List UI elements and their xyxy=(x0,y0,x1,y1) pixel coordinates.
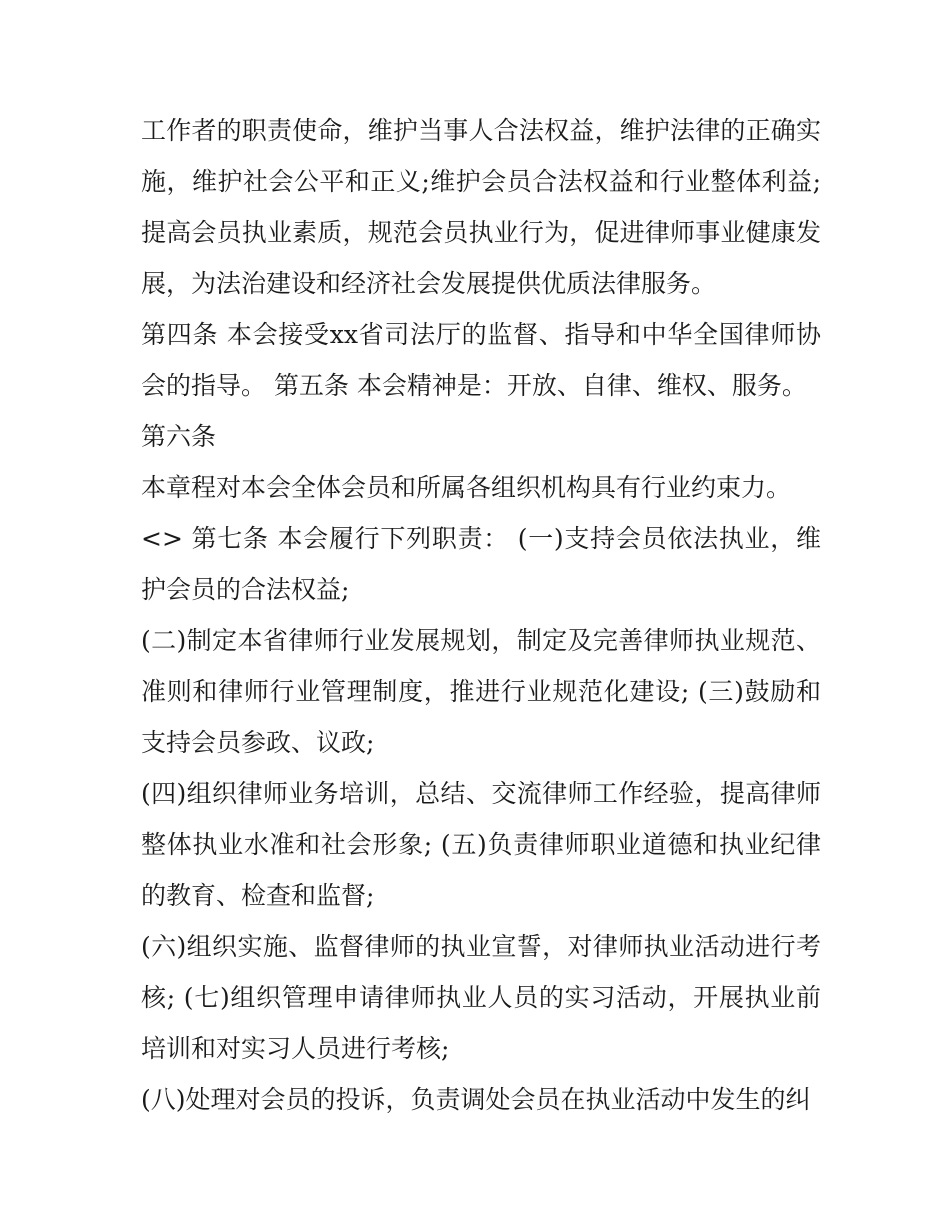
document-body xyxy=(141,105,821,1125)
paragraph-duties-intro: 工作者的职责使命，维护当事人合法权益，维护法律的正确实施，维护社会公平和正义;维护会员合法权益和行业整体利益;提高会员执业素质，规范会员执业行为，促进律师事业健康发展，为法治建设和经济社会发展提供优质法律服务。 xyxy=(141,116,821,298)
paragraph-items-6-7: (六)组织实施、监督律师的执业宣誓，对律师执业活动进行考核; (七)组织管理申请律师执业人员的实习活动，开展执业前培训和对实习人员进行考核; xyxy=(141,932,821,1063)
paragraph-item-8: (八)处理对会员的投诉，负责调处会员在执业活动中发生的纠 xyxy=(141,1085,811,1114)
paragraph-article-6-body: 本章程对本会全体会员和所属各组织机构具有行业约束力。 xyxy=(141,473,792,502)
paragraph-items-4-5: (四)组织律师业务培训，总结、交流律师工作经验，提高律师整体执业水准和社会形象; (五)负责律师职业道德和执业纪律的教育、检查和监督; xyxy=(141,779,821,910)
paragraph-items-2-3: (二)制定本省律师行业发展规划，制定及完善律师执业规范、准则和律师行业管理制度，推进行业规范化建设; (三)鼓励和支持会员参政、议政; xyxy=(141,626,821,757)
paragraph-article-7: <> 第七条 本会履行下列职责： (一)支持会员依法执业，维护会员的合法权益; xyxy=(141,524,821,604)
paragraph-article-4-5: 第四条 本会接受xx省司法厅的监督、指导和中华全国律师协会的指导。 第五条 本会精神是：开放、自律、维权、服务。 xyxy=(141,320,821,400)
paragraph-article-6-heading: 第六条 xyxy=(141,422,217,451)
